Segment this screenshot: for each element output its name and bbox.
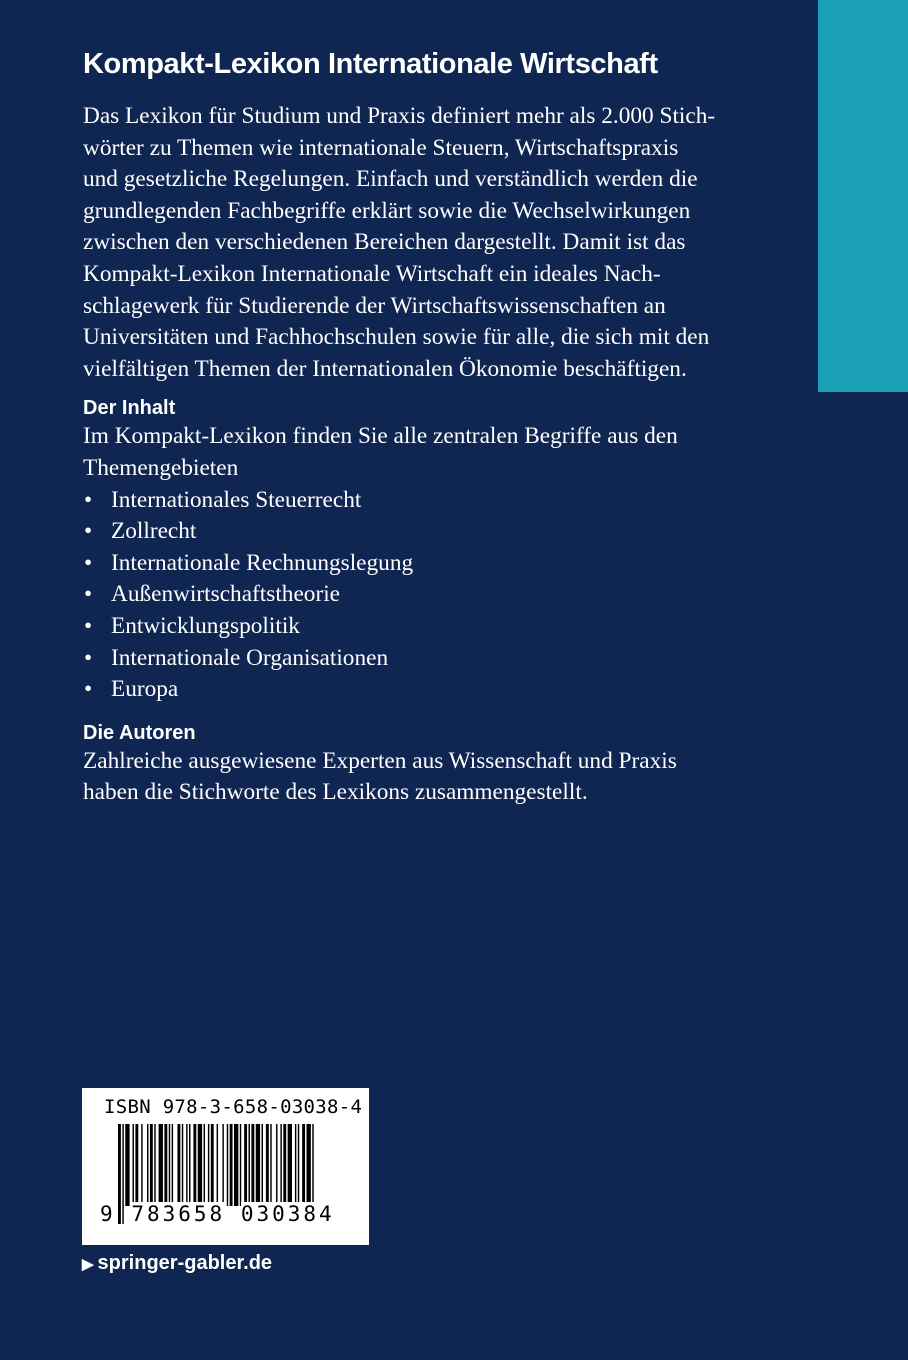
topic-item: • Entwicklungspolitik bbox=[83, 611, 733, 643]
topic-item: • Außenwirtschaftstheorie bbox=[83, 579, 733, 611]
barcode-bar bbox=[302, 1124, 305, 1206]
inhalt-line: Themengebieten bbox=[83, 454, 239, 481]
barcode-bar bbox=[217, 1124, 218, 1206]
barcode-bar bbox=[262, 1124, 263, 1206]
barcode-bar bbox=[211, 1124, 214, 1206]
barcode-bar bbox=[256, 1124, 260, 1206]
barcode-bar bbox=[251, 1124, 254, 1206]
autoren-line: haben die Stichworte des Lexikons zusammengestellt. bbox=[83, 779, 588, 806]
autoren-heading: Die Autoren bbox=[83, 721, 196, 744]
isbn-barcode bbox=[82, 1088, 369, 1245]
intro-line: zwischen den verschiedenen Bereichen dargestellt. Damit ist das bbox=[83, 229, 686, 256]
intro-line: wörter zu Themen wie internationale Steuern, Wirtschaftspraxis bbox=[83, 134, 679, 161]
barcode-bar bbox=[276, 1124, 277, 1206]
barcode-bar bbox=[186, 1124, 187, 1206]
barcode-bar bbox=[147, 1124, 148, 1206]
barcode-bar bbox=[295, 1124, 296, 1206]
isbn-label: ISBN 978-3-658-03038-4 bbox=[104, 1096, 363, 1118]
barcode-bar bbox=[266, 1124, 269, 1206]
barcode-bar bbox=[164, 1124, 167, 1206]
intro-line: Universitäten und Fachhochschulen sowie für alle, die sich mit den bbox=[83, 324, 710, 351]
barcode-bar bbox=[135, 1124, 138, 1206]
website-link[interactable] bbox=[82, 1252, 272, 1275]
intro-line: schlagewerk für Studierende der Wirtschaftswissenschaften an bbox=[83, 292, 666, 319]
barcode-bar bbox=[227, 1124, 228, 1206]
play-arrow-icon: ▶ bbox=[82, 1256, 94, 1273]
ean-digits bbox=[100, 1202, 335, 1226]
barcode-bar bbox=[154, 1124, 155, 1206]
topic-item: • Zollrecht bbox=[83, 516, 733, 548]
intro-line: Das Lexikon für Studium und Praxis definiert mehr als 2.000 Stich- bbox=[83, 103, 716, 129]
topic-item: • Internationale Organisationen bbox=[83, 643, 733, 675]
topic-item: • Internationales Steuerrecht bbox=[83, 485, 733, 517]
barcode-bar bbox=[177, 1124, 180, 1206]
barcode-bar bbox=[307, 1124, 311, 1206]
barcode-bar bbox=[204, 1124, 205, 1206]
barcode-bar bbox=[193, 1124, 196, 1206]
barcode-bar bbox=[189, 1124, 190, 1206]
barcode-bar bbox=[270, 1124, 271, 1206]
barcode-bar bbox=[150, 1124, 153, 1206]
topic-item: • Internationale Rechnungslegung bbox=[83, 548, 733, 580]
inhalt-heading: Der Inhalt bbox=[83, 397, 176, 420]
intro-line: Kompakt-Lexikon Internationale Wirtschaft ein ideales Nach- bbox=[83, 260, 661, 287]
ean-left-group: 783658 bbox=[131, 1202, 226, 1226]
barcode-bar bbox=[249, 1124, 250, 1206]
barcode-bar bbox=[125, 1124, 129, 1206]
autoren-line: Zahlreiche ausgewiesene Experten aus Wissenschaft und Praxis bbox=[83, 747, 677, 774]
barcode-bar bbox=[283, 1124, 286, 1206]
autoren-paragraph bbox=[83, 746, 733, 809]
intro-line: grundlegenden Fachbegriffe erklärt sowie die Wechselwirkungen bbox=[83, 197, 691, 224]
barcode-bar bbox=[208, 1124, 209, 1206]
intro-line: vielfältigen Themen der Internationalen Ökonomie beschäftigen. bbox=[83, 355, 687, 382]
barcode-bar bbox=[141, 1124, 142, 1206]
book-title: Kompakt-Lexikon Internationale Wirtschaft bbox=[83, 48, 658, 80]
accent-strip bbox=[818, 0, 908, 392]
barcode-bar bbox=[182, 1124, 183, 1206]
barcode-bar bbox=[133, 1124, 134, 1206]
barcode-bar bbox=[234, 1124, 238, 1206]
barcode-bar bbox=[159, 1124, 163, 1206]
intro-paragraph bbox=[83, 101, 733, 385]
barcode-bar bbox=[298, 1124, 299, 1206]
ean-first-digit: 9 bbox=[100, 1202, 116, 1226]
barcode-bar bbox=[240, 1124, 241, 1206]
barcode-bar bbox=[230, 1124, 233, 1206]
topic-item: • Europa bbox=[83, 674, 733, 706]
ean-right-group: 030384 bbox=[240, 1202, 335, 1226]
barcode-bar bbox=[198, 1124, 202, 1206]
barcode-bar bbox=[244, 1124, 247, 1206]
inhalt-line: Im Kompakt-Lexikon finden Sie alle zentralen Begriffe aus den bbox=[83, 423, 678, 450]
barcode-bar bbox=[172, 1124, 173, 1206]
barcode-bar bbox=[169, 1124, 170, 1206]
topic-list bbox=[83, 485, 733, 706]
intro-line: und gesetzliche Regelungen. Einfach und verständlich werden die bbox=[83, 166, 698, 193]
barcode-bar bbox=[280, 1124, 281, 1206]
back-cover-text bbox=[83, 48, 733, 809]
inhalt-intro bbox=[83, 421, 733, 484]
website-text: springer-gabler.de bbox=[97, 1252, 273, 1274]
barcode-bar bbox=[288, 1124, 292, 1206]
